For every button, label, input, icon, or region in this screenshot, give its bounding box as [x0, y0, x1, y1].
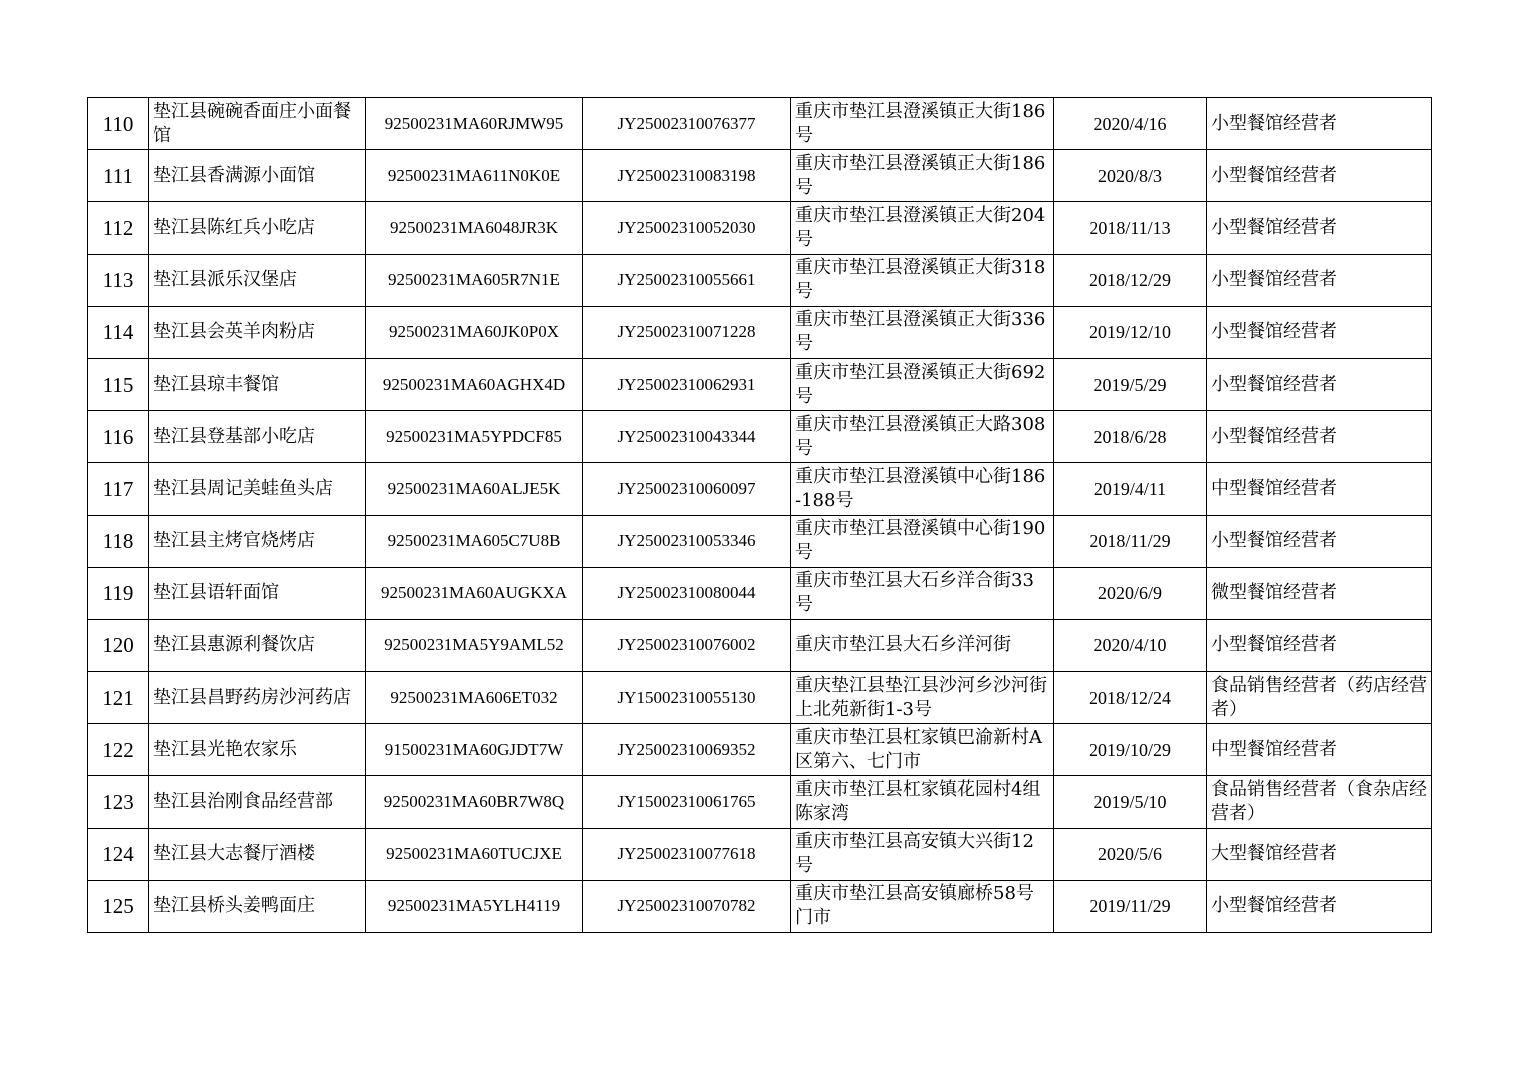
- license-number: JY25002310070782: [583, 880, 791, 932]
- table-row: [88, 880, 1432, 932]
- business-address: 重庆市垫江县澄溪镇正大街692号: [791, 358, 1054, 410]
- business-name: 垫江县语轩面馆: [149, 567, 366, 619]
- row-number: 112: [88, 202, 149, 254]
- license-number: JY25002310076377: [583, 98, 791, 150]
- operator-type: 小型餐馆经营者: [1207, 150, 1432, 202]
- operator-type: 大型餐馆经营者: [1207, 828, 1432, 880]
- credit-code: 92500231MA60RJMW95: [366, 98, 583, 150]
- table-row: [88, 306, 1432, 358]
- issue-date: 2019/12/10: [1054, 306, 1207, 358]
- operator-type: 小型餐馆经营者: [1207, 411, 1432, 463]
- credit-code: 92500231MA606ET032: [366, 672, 583, 724]
- business-address: 重庆市垫江县大石乡洋河街: [791, 619, 1054, 671]
- table-body: [88, 98, 1432, 933]
- issue-date: 2019/5/10: [1054, 776, 1207, 828]
- issue-date: 2020/4/16: [1054, 98, 1207, 150]
- business-name: 垫江县香满源小面馆: [149, 150, 366, 202]
- row-number: 125: [88, 880, 149, 932]
- operator-type: 中型餐馆经营者: [1207, 724, 1432, 776]
- table-row: [88, 724, 1432, 776]
- table-row: [88, 619, 1432, 671]
- business-address: 重庆市垫江县高安镇廊桥58号门市: [791, 880, 1054, 932]
- business-address: 重庆市垫江县高安镇大兴街12号: [791, 828, 1054, 880]
- issue-date: 2018/11/13: [1054, 202, 1207, 254]
- row-number: 121: [88, 672, 149, 724]
- issue-date: 2019/4/11: [1054, 463, 1207, 515]
- business-name: 垫江县主烤官烧烤店: [149, 515, 366, 567]
- issue-date: 2020/4/10: [1054, 619, 1207, 671]
- business-address: 重庆市垫江县杠家镇巴渝新村A区第六、七门市: [791, 724, 1054, 776]
- business-name: 垫江县碗碗香面庄小面餐馆: [149, 98, 366, 150]
- license-number: JY25002310080044: [583, 567, 791, 619]
- credit-code: 92500231MA60AGHX4D: [366, 358, 583, 410]
- row-number: 114: [88, 306, 149, 358]
- table-row: [88, 358, 1432, 410]
- table-row: [88, 672, 1432, 724]
- business-address: 重庆市垫江县澄溪镇正大街336号: [791, 306, 1054, 358]
- business-address: 重庆市垫江县澄溪镇中心街186-188号: [791, 463, 1054, 515]
- row-number: 115: [88, 358, 149, 410]
- operator-type: 食品销售经营者（药店经营者）: [1207, 672, 1432, 724]
- business-name: 垫江县光艳农家乐: [149, 724, 366, 776]
- row-number: 116: [88, 411, 149, 463]
- credit-code: 92500231MA5YLH4119: [366, 880, 583, 932]
- operator-type: 小型餐馆经营者: [1207, 202, 1432, 254]
- row-number: 117: [88, 463, 149, 515]
- credit-code: 92500231MA60BR7W8Q: [366, 776, 583, 828]
- issue-date: 2020/6/9: [1054, 567, 1207, 619]
- credit-code: 92500231MA611N0K0E: [366, 150, 583, 202]
- operator-type: 小型餐馆经营者: [1207, 880, 1432, 932]
- operator-type: 小型餐馆经营者: [1207, 98, 1432, 150]
- issue-date: 2020/5/6: [1054, 828, 1207, 880]
- row-number: 122: [88, 724, 149, 776]
- operator-type: 小型餐馆经营者: [1207, 619, 1432, 671]
- table-row: [88, 254, 1432, 306]
- issue-date: 2018/12/29: [1054, 254, 1207, 306]
- operator-type: 食品销售经营者（食杂店经营者）: [1207, 776, 1432, 828]
- license-number: JY25002310052030: [583, 202, 791, 254]
- business-name: 垫江县大志餐厅酒楼: [149, 828, 366, 880]
- issue-date: 2020/8/3: [1054, 150, 1207, 202]
- license-number: JY15002310055130: [583, 672, 791, 724]
- table-row: [88, 515, 1432, 567]
- business-address: 重庆市垫江县澄溪镇中心街190号: [791, 515, 1054, 567]
- table-row: [88, 776, 1432, 828]
- business-address: 重庆市垫江县杠家镇花园村4组陈家湾: [791, 776, 1054, 828]
- row-number: 118: [88, 515, 149, 567]
- business-address: 重庆市垫江县澄溪镇正大街204号: [791, 202, 1054, 254]
- business-address: 重庆市垫江县澄溪镇正大街318号: [791, 254, 1054, 306]
- credit-code: 92500231MA60TUCJXE: [366, 828, 583, 880]
- table-row: [88, 150, 1432, 202]
- license-number: JY25002310071228: [583, 306, 791, 358]
- business-address: 重庆垫江县垫江县沙河乡沙河街上北苑新街1-3号: [791, 672, 1054, 724]
- business-name: 垫江县琼丰餐馆: [149, 358, 366, 410]
- row-number: 119: [88, 567, 149, 619]
- issue-date: 2019/5/29: [1054, 358, 1207, 410]
- license-number: JY25002310062931: [583, 358, 791, 410]
- credit-code: 92500231MA60ALJE5K: [366, 463, 583, 515]
- business-name: 垫江县惠源利餐饮店: [149, 619, 366, 671]
- table-row: [88, 567, 1432, 619]
- credit-code: 92500231MA60AUGKXA: [366, 567, 583, 619]
- operator-type: 小型餐馆经营者: [1207, 254, 1432, 306]
- business-name: 垫江县周记美蛙鱼头店: [149, 463, 366, 515]
- business-name: 垫江县治刚食品经营部: [149, 776, 366, 828]
- license-number: JY25002310055661: [583, 254, 791, 306]
- business-address: 重庆市垫江县澄溪镇正大街186号: [791, 98, 1054, 150]
- issue-date: 2018/12/24: [1054, 672, 1207, 724]
- business-name: 垫江县会英羊肉粉店: [149, 306, 366, 358]
- table-row: [88, 828, 1432, 880]
- license-number: JY25002310083198: [583, 150, 791, 202]
- license-number: JY25002310053346: [583, 515, 791, 567]
- operator-type: 小型餐馆经营者: [1207, 515, 1432, 567]
- row-number: 123: [88, 776, 149, 828]
- license-number: JY25002310060097: [583, 463, 791, 515]
- license-number: JY25002310076002: [583, 619, 791, 671]
- table-row: [88, 98, 1432, 150]
- credit-code: 92500231MA6048JR3K: [366, 202, 583, 254]
- credit-code: 92500231MA605R7N1E: [366, 254, 583, 306]
- business-name: 垫江县陈红兵小吃店: [149, 202, 366, 254]
- food-license-table: [87, 97, 1432, 933]
- credit-code: 92500231MA605C7U8B: [366, 515, 583, 567]
- business-name: 垫江县昌野药房沙河药店: [149, 672, 366, 724]
- food-license-table-container: [87, 97, 1432, 933]
- operator-type: 小型餐馆经营者: [1207, 358, 1432, 410]
- credit-code: 92500231MA5YPDCF85: [366, 411, 583, 463]
- license-number: JY25002310069352: [583, 724, 791, 776]
- license-number: JY25002310043344: [583, 411, 791, 463]
- business-name: 垫江县派乐汉堡店: [149, 254, 366, 306]
- business-address: 重庆市垫江县大石乡洋合街33号: [791, 567, 1054, 619]
- credit-code: 91500231MA60GJDT7W: [366, 724, 583, 776]
- credit-code: 92500231MA60JK0P0X: [366, 306, 583, 358]
- table-row: [88, 463, 1432, 515]
- row-number: 111: [88, 150, 149, 202]
- business-address: 重庆市垫江县澄溪镇正大路308号: [791, 411, 1054, 463]
- operator-type: 中型餐馆经营者: [1207, 463, 1432, 515]
- credit-code: 92500231MA5Y9AML52: [366, 619, 583, 671]
- row-number: 120: [88, 619, 149, 671]
- row-number: 110: [88, 98, 149, 150]
- operator-type: 小型餐馆经营者: [1207, 306, 1432, 358]
- business-name: 垫江县登基部小吃店: [149, 411, 366, 463]
- issue-date: 2018/6/28: [1054, 411, 1207, 463]
- row-number: 124: [88, 828, 149, 880]
- issue-date: 2019/11/29: [1054, 880, 1207, 932]
- table-row: [88, 411, 1432, 463]
- issue-date: 2019/10/29: [1054, 724, 1207, 776]
- license-number: JY25002310077618: [583, 828, 791, 880]
- row-number: 113: [88, 254, 149, 306]
- table-row: [88, 202, 1432, 254]
- license-number: JY15002310061765: [583, 776, 791, 828]
- operator-type: 微型餐馆经营者: [1207, 567, 1432, 619]
- business-address: 重庆市垫江县澄溪镇正大街186号: [791, 150, 1054, 202]
- issue-date: 2018/11/29: [1054, 515, 1207, 567]
- business-name: 垫江县桥头姜鸭面庄: [149, 880, 366, 932]
